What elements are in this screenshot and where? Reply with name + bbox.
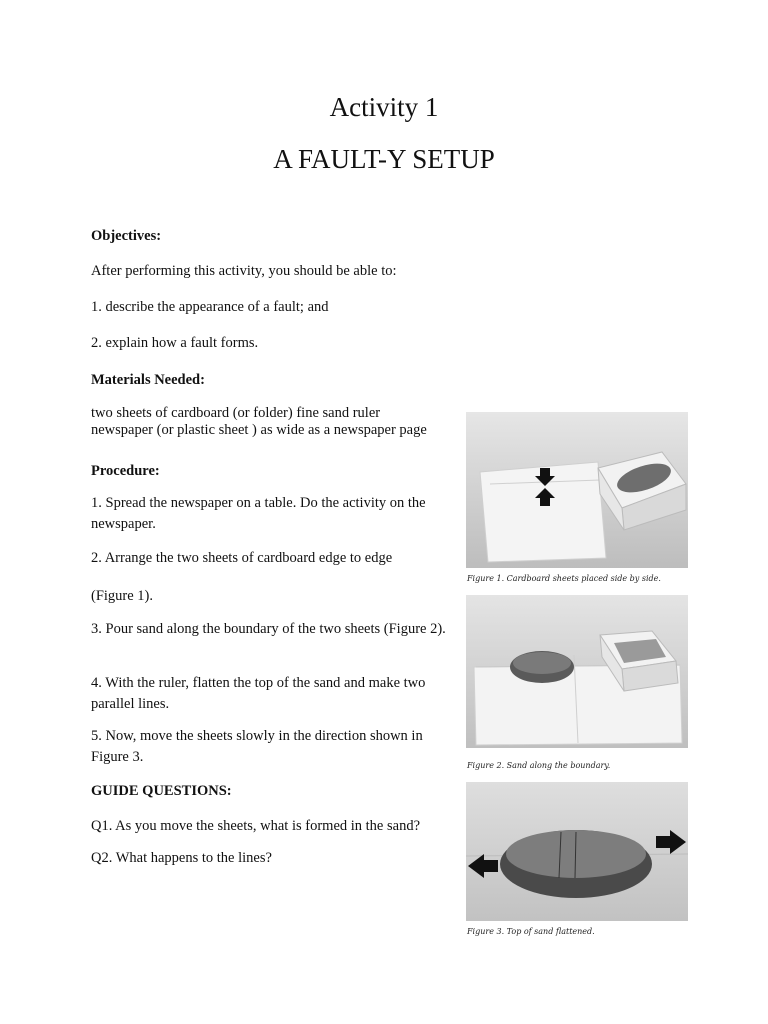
- guide-question: Q1. As you move the sheets, what is formed in the sand?: [91, 818, 421, 834]
- materials-line: two sheets of cardboard (or folder) fine sand ruler: [91, 405, 381, 421]
- figure-2-photo: [466, 595, 688, 748]
- objective-item: 1. describe the appearance of a fault; and: [91, 299, 329, 315]
- figure-1-photo: [466, 412, 688, 568]
- objectives-heading: Objectives:: [91, 228, 162, 244]
- guide-questions-heading: GUIDE QUESTIONS:: [91, 783, 232, 799]
- objective-item: 2. explain how a fault forms.: [91, 335, 259, 351]
- procedure-step: 3. Pour sand along the boundary of the two sheets (Figure 2).: [91, 621, 446, 637]
- guide-question: Q2. What happens to the lines?: [91, 850, 272, 866]
- figure-3-photo: [466, 782, 688, 921]
- procedure-step: 2. Arrange the two sheets of cardboard edge to edge: [91, 550, 393, 566]
- figure-1-caption: Figure 1. Cardboard sheets placed side by side.: [467, 574, 661, 583]
- procedure-step: 5. Now, move the sheets slowly in the direction shown in Figure 3.: [91, 728, 423, 765]
- figure-3-caption: Figure 3. Top of sand flattened.: [467, 927, 595, 936]
- procedure-step: 4. With the ruler, flatten the top of the sand and make two parallel lines.: [91, 675, 426, 712]
- activity-title: Activity 1: [329, 92, 439, 122]
- figure-2-caption: Figure 2. Sand along the boundary.: [467, 761, 611, 770]
- procedure-step: 1. Spread the newspaper on a table. Do the activity on the newspaper.: [91, 495, 426, 532]
- materials-heading: Materials Needed:: [91, 372, 205, 388]
- activity-subtitle: A FAULT-Y SETUP: [273, 144, 495, 174]
- objectives-intro: After performing this activity, you should be able to:: [91, 263, 397, 279]
- materials-line: newspaper (or plastic sheet ) as wide as a newspaper page: [91, 422, 427, 438]
- procedure-heading: Procedure:: [91, 463, 160, 479]
- procedure-step: (Figure 1).: [91, 588, 154, 604]
